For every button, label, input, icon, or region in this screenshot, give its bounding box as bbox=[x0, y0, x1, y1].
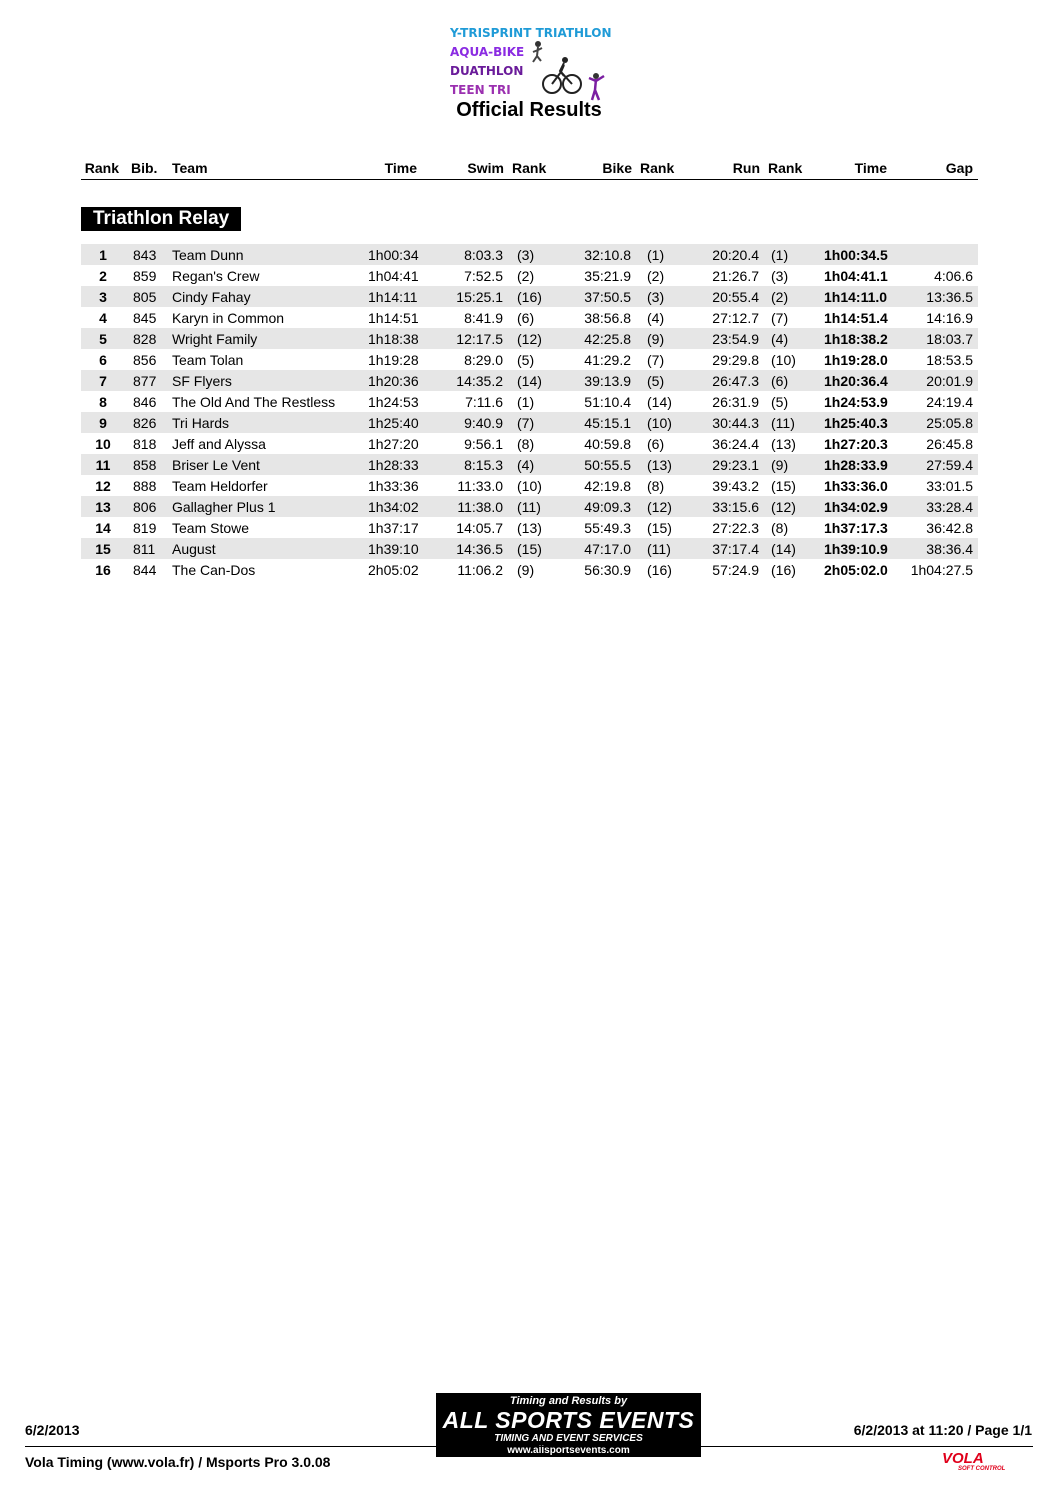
result-swim-rank: (5) bbox=[517, 352, 535, 368]
result-total-time: 1h28:33.9 bbox=[824, 457, 888, 473]
col-header-swim: Swim bbox=[467, 160, 504, 176]
result-run: 36:24.4 bbox=[712, 436, 759, 452]
logo-line-duathlon: DUATHLON bbox=[450, 64, 524, 78]
result-bike-rank: (11) bbox=[647, 541, 671, 557]
result-time: 1h39:10 bbox=[368, 541, 419, 557]
result-gap: 18:53.5 bbox=[926, 352, 973, 368]
result-swim: 12:17.5 bbox=[456, 331, 503, 347]
result-bib: 844 bbox=[133, 562, 157, 578]
sponsor-name: ALL SPORTS EVENTS bbox=[442, 1407, 695, 1433]
logo-line-teentri: TEEN TRI bbox=[450, 83, 511, 97]
result-rank: 3 bbox=[99, 289, 107, 305]
result-row bbox=[81, 517, 978, 538]
result-bib: 826 bbox=[133, 415, 157, 431]
result-run: 20:55.4 bbox=[712, 289, 759, 305]
result-bib: 811 bbox=[133, 541, 156, 557]
result-total-time: 1h14:11.0 bbox=[824, 289, 888, 305]
result-rank: 4 bbox=[99, 310, 107, 326]
result-run: 37:17.4 bbox=[712, 541, 759, 557]
result-team: August bbox=[172, 541, 216, 557]
result-swim: 9:56.1 bbox=[464, 436, 503, 452]
result-team: Briser Le Vent bbox=[172, 457, 260, 473]
result-bike: 47:17.0 bbox=[584, 541, 631, 557]
result-row bbox=[81, 244, 978, 265]
result-swim-rank: (10) bbox=[517, 478, 542, 494]
result-time: 1h25:40 bbox=[368, 415, 419, 431]
result-time: 1h33:36 bbox=[368, 478, 419, 494]
result-gap: 20:01.9 bbox=[926, 373, 973, 389]
result-bike: 51:10.4 bbox=[584, 394, 631, 410]
result-bib: 846 bbox=[133, 394, 157, 410]
result-total-time: 1h18:38.2 bbox=[824, 331, 888, 347]
logo-line-aquabike: AQUA-BIKE bbox=[450, 45, 525, 59]
result-total-time: 1h04:41.1 bbox=[824, 268, 888, 284]
result-run-rank: (6) bbox=[771, 373, 789, 389]
result-bike: 40:59.8 bbox=[584, 436, 631, 452]
result-row bbox=[81, 370, 978, 391]
result-gap: 25:05.8 bbox=[926, 415, 973, 431]
result-bib: 843 bbox=[133, 247, 157, 263]
result-bike: 49:09.3 bbox=[584, 499, 631, 515]
result-rank: 10 bbox=[95, 436, 111, 452]
result-run: 30:44.3 bbox=[712, 415, 759, 431]
result-rank: 7 bbox=[99, 373, 107, 389]
result-row bbox=[81, 538, 978, 559]
result-swim: 8:03.3 bbox=[464, 247, 503, 263]
result-time: 1h34:02 bbox=[368, 499, 419, 515]
result-swim-rank: (13) bbox=[517, 520, 542, 536]
header-divider bbox=[81, 179, 978, 180]
result-gap: 36:42.8 bbox=[926, 520, 973, 536]
result-swim-rank: (12) bbox=[517, 331, 542, 347]
result-bike: 38:56.8 bbox=[584, 310, 631, 326]
col-header-gap: Gap bbox=[945, 160, 973, 176]
result-time: 1h19:28 bbox=[368, 352, 419, 368]
result-time: 1h27:20 bbox=[368, 436, 419, 452]
col-header-run-rank: Rank bbox=[768, 160, 803, 176]
result-swim-rank: (8) bbox=[517, 436, 535, 452]
section-title: Triathlon Relay bbox=[81, 207, 241, 231]
result-run-rank: (8) bbox=[771, 520, 789, 536]
result-bike-rank: (5) bbox=[647, 373, 665, 389]
result-swim-rank: (1) bbox=[517, 394, 535, 410]
col-header-time: Time bbox=[384, 160, 417, 176]
vola-logo: VOLA bbox=[942, 1450, 984, 1467]
result-row bbox=[81, 349, 978, 370]
result-bike: 45:15.1 bbox=[584, 415, 631, 431]
result-swim-rank: (16) bbox=[517, 289, 542, 305]
result-gap bbox=[893, 247, 973, 263]
result-run-rank: (7) bbox=[771, 310, 789, 326]
result-run-rank: (12) bbox=[771, 499, 796, 515]
sponsor-tagline: TIMING AND EVENT SERVICES bbox=[494, 1433, 643, 1444]
result-row bbox=[81, 286, 978, 307]
result-bike-rank: (10) bbox=[647, 415, 672, 431]
result-bike: 42:25.8 bbox=[584, 331, 631, 347]
result-time: 1h20:36 bbox=[368, 373, 419, 389]
result-swim: 11:38.0 bbox=[457, 499, 503, 515]
result-bib: 819 bbox=[133, 520, 157, 536]
result-total-time: 1h27:20.3 bbox=[824, 436, 888, 452]
result-run-rank: (11) bbox=[771, 415, 795, 431]
footer-date: 6/2/2013 bbox=[25, 1422, 80, 1438]
result-bike-rank: (7) bbox=[647, 352, 665, 368]
result-bib: 856 bbox=[133, 352, 157, 368]
result-swim: 8:29.0 bbox=[464, 352, 503, 368]
footer-divider bbox=[25, 1446, 1033, 1447]
result-total-time: 1h33:36.0 bbox=[824, 478, 888, 494]
result-bike-rank: (13) bbox=[647, 457, 672, 473]
result-swim-rank: (6) bbox=[517, 310, 535, 326]
result-time: 1h18:38 bbox=[368, 331, 419, 347]
result-team: Team Dunn bbox=[172, 247, 244, 263]
result-gap: 18:03.7 bbox=[926, 331, 973, 347]
result-time: 1h00:34 bbox=[368, 247, 419, 263]
result-bike: 41:29.2 bbox=[584, 352, 631, 368]
result-total-time: 1h25:40.3 bbox=[824, 415, 888, 431]
result-run-rank: (15) bbox=[771, 478, 796, 494]
result-swim-rank: (3) bbox=[517, 247, 535, 263]
result-bike-rank: (2) bbox=[647, 268, 665, 284]
result-team: The Can-Dos bbox=[172, 562, 256, 578]
result-total-time: 1h37:17.3 bbox=[824, 520, 888, 536]
result-bike: 32:10.8 bbox=[584, 247, 631, 263]
results-table bbox=[81, 244, 978, 580]
result-team: Team Heldorfer bbox=[172, 478, 268, 494]
result-run: 26:47.3 bbox=[712, 373, 759, 389]
result-team: Regan's Crew bbox=[172, 268, 260, 284]
result-bike-rank: (12) bbox=[647, 499, 672, 515]
result-run: 23:54.9 bbox=[712, 331, 759, 347]
result-swim: 11:33.0 bbox=[457, 478, 503, 494]
result-run: 33:15.6 bbox=[712, 499, 759, 515]
result-bike: 50:55.5 bbox=[584, 457, 631, 473]
result-run-rank: (13) bbox=[771, 436, 796, 452]
col-header-swim-rank: Rank bbox=[512, 160, 547, 176]
col-header-rank: Rank bbox=[84, 160, 119, 176]
page-title: Official Results bbox=[456, 99, 602, 121]
result-team: Gallagher Plus 1 bbox=[172, 499, 276, 515]
result-run-rank: (1) bbox=[771, 247, 789, 263]
result-time: 1h14:51 bbox=[368, 310, 419, 326]
result-total-time: 1h00:34.5 bbox=[824, 247, 888, 263]
result-run: 26:31.9 bbox=[712, 394, 759, 410]
result-gap: 26:45.8 bbox=[926, 436, 973, 452]
result-row bbox=[81, 265, 978, 286]
result-time: 1h14:11 bbox=[368, 289, 418, 305]
result-row bbox=[81, 454, 978, 475]
result-team: SF Flyers bbox=[172, 373, 232, 389]
result-bike-rank: (16) bbox=[647, 562, 672, 578]
col-header-bike: Bike bbox=[602, 160, 632, 176]
result-rank: 6 bbox=[99, 352, 107, 368]
result-swim: 8:41.9 bbox=[464, 310, 503, 326]
result-row bbox=[81, 433, 978, 454]
result-team: Team Stowe bbox=[172, 520, 250, 536]
result-swim-rank: (11) bbox=[517, 499, 541, 515]
result-time: 1h37:17 bbox=[368, 520, 419, 536]
footer-print-info: 6/2/2013 at 11:20 / Page 1/1 bbox=[853, 1422, 1032, 1438]
result-gap: 33:01.5 bbox=[926, 478, 973, 494]
result-swim: 14:05.7 bbox=[456, 520, 503, 536]
result-bike: 42:19.8 bbox=[584, 478, 631, 494]
result-swim: 9:40.9 bbox=[464, 415, 503, 431]
result-run-rank: (5) bbox=[771, 394, 789, 410]
result-rank: 2 bbox=[99, 268, 107, 284]
result-swim-rank: (4) bbox=[517, 457, 535, 473]
result-team: Jeff and Alyssa bbox=[172, 436, 266, 452]
result-swim-rank: (14) bbox=[517, 373, 542, 389]
result-swim: 14:35.2 bbox=[456, 373, 503, 389]
result-bib: 845 bbox=[133, 310, 157, 326]
result-bike: 56:30.9 bbox=[584, 562, 631, 578]
result-bike-rank: (14) bbox=[647, 394, 672, 410]
logo-line-triathlon: Y-TRISPRINT TRIATHLON bbox=[450, 26, 612, 40]
result-row bbox=[81, 496, 978, 517]
result-gap: 13:36.5 bbox=[926, 289, 973, 305]
footer-software: Vola Timing (www.vola.fr) / Msports Pro 3.0.08 bbox=[25, 1454, 331, 1470]
result-bike-rank: (15) bbox=[647, 520, 672, 536]
result-total-time: 1h39:10.9 bbox=[824, 541, 888, 557]
result-row bbox=[81, 559, 978, 580]
result-bib: 806 bbox=[133, 499, 157, 515]
result-row bbox=[81, 328, 978, 349]
result-bib: 859 bbox=[133, 268, 157, 284]
result-rank: 12 bbox=[95, 478, 111, 494]
result-team: Team Tolan bbox=[172, 352, 244, 368]
result-row bbox=[81, 475, 978, 496]
result-rank: 14 bbox=[95, 520, 111, 536]
result-swim: 15:25.1 bbox=[456, 289, 503, 305]
result-total-time: 1h14:51.4 bbox=[824, 310, 888, 326]
result-gap: 1h04:27.5 bbox=[910, 562, 973, 578]
result-run: 29:23.1 bbox=[712, 457, 759, 473]
col-header-total-time: Time bbox=[854, 160, 887, 176]
result-bib: 858 bbox=[133, 457, 157, 473]
result-swim-rank: (15) bbox=[517, 541, 542, 557]
result-swim-rank: (2) bbox=[517, 268, 535, 284]
result-bib: 888 bbox=[133, 478, 157, 494]
result-swim: 7:11.6 bbox=[465, 394, 503, 410]
result-bike: 39:13.9 bbox=[584, 373, 631, 389]
result-gap: 38:36.4 bbox=[926, 541, 973, 557]
col-header-team: Team bbox=[172, 160, 208, 176]
result-run: 27:22.3 bbox=[712, 520, 759, 536]
result-run: 20:20.4 bbox=[712, 247, 759, 263]
result-time: 1h04:41 bbox=[368, 268, 419, 284]
result-bike-rank: (3) bbox=[647, 289, 665, 305]
vola-logo-subtitle: SOFT CONTROL bbox=[958, 1466, 1006, 1472]
result-rank: 8 bbox=[99, 394, 107, 410]
sponsor-caption: Timing and Results by bbox=[509, 1395, 628, 1407]
result-total-time: 1h19:28.0 bbox=[824, 352, 888, 368]
result-row bbox=[81, 412, 978, 433]
result-swim-rank: (9) bbox=[517, 562, 535, 578]
result-gap: 4:06.6 bbox=[934, 268, 973, 284]
result-bib: 877 bbox=[133, 373, 157, 389]
result-total-time: 2h05:02.0 bbox=[824, 562, 888, 578]
result-bike: 35:21.9 bbox=[584, 268, 631, 284]
result-total-time: 1h34:02.9 bbox=[824, 499, 888, 515]
result-rank: 9 bbox=[99, 415, 107, 431]
result-swim: 11:06.2 bbox=[457, 562, 503, 578]
result-run-rank: (10) bbox=[771, 352, 796, 368]
result-row bbox=[81, 307, 978, 328]
result-time: 1h28:33 bbox=[368, 457, 419, 473]
result-gap: 14:16.9 bbox=[926, 310, 973, 326]
result-gap: 27:59.4 bbox=[926, 457, 973, 473]
result-run: 27:12.7 bbox=[712, 310, 759, 326]
result-rank: 1 bbox=[99, 247, 107, 263]
result-rank: 16 bbox=[95, 562, 111, 578]
result-rank: 13 bbox=[95, 499, 111, 515]
result-run: 29:29.8 bbox=[712, 352, 759, 368]
result-time: 2h05:02 bbox=[368, 562, 419, 578]
result-gap: 24:19.4 bbox=[926, 394, 973, 410]
result-run-rank: (3) bbox=[771, 268, 789, 284]
result-run-rank: (9) bbox=[771, 457, 789, 473]
result-team: Wright Family bbox=[172, 331, 258, 347]
result-bike-rank: (1) bbox=[647, 247, 665, 263]
result-run: 21:26.7 bbox=[712, 268, 759, 284]
result-team: The Old And The Restless bbox=[172, 394, 336, 410]
result-run-rank: (2) bbox=[771, 289, 789, 305]
result-run: 57:24.9 bbox=[712, 562, 759, 578]
result-run-rank: (16) bbox=[771, 562, 796, 578]
sponsor-logo bbox=[436, 1393, 701, 1457]
col-header-bib: Bib. bbox=[131, 160, 158, 176]
result-swim: 14:36.5 bbox=[456, 541, 503, 557]
result-swim-rank: (7) bbox=[517, 415, 535, 431]
result-team: Tri Hards bbox=[172, 415, 230, 431]
result-bike-rank: (9) bbox=[647, 331, 665, 347]
result-run-rank: (14) bbox=[771, 541, 796, 557]
result-rank: 5 bbox=[99, 331, 107, 347]
result-time: 1h24:53 bbox=[368, 394, 419, 410]
result-bib: 818 bbox=[133, 436, 157, 452]
result-team: Karyn in Common bbox=[172, 310, 285, 326]
result-bib: 805 bbox=[133, 289, 157, 305]
athletes-illustration bbox=[528, 38, 618, 108]
result-run-rank: (4) bbox=[771, 331, 789, 347]
result-bike-rank: (6) bbox=[647, 436, 665, 452]
result-rank: 11 bbox=[95, 457, 111, 473]
result-bike: 37:50.5 bbox=[584, 289, 631, 305]
result-row bbox=[81, 391, 978, 412]
result-run: 39:43.2 bbox=[712, 478, 759, 494]
result-gap: 33:28.4 bbox=[926, 499, 973, 515]
result-bike-rank: (4) bbox=[647, 310, 665, 326]
result-rank: 15 bbox=[95, 541, 111, 557]
result-bike-rank: (8) bbox=[647, 478, 665, 494]
result-bib: 828 bbox=[133, 331, 157, 347]
sponsor-url: www.allsportsevents.com bbox=[507, 1445, 630, 1456]
result-bike: 55:49.3 bbox=[584, 520, 631, 536]
result-team: Cindy Fahay bbox=[172, 289, 251, 305]
result-swim: 7:52.5 bbox=[464, 268, 503, 284]
col-header-run: Run bbox=[732, 160, 760, 176]
result-total-time: 1h20:36.4 bbox=[824, 373, 888, 389]
result-total-time: 1h24:53.9 bbox=[824, 394, 888, 410]
col-header-bike-rank: Rank bbox=[640, 160, 675, 176]
result-swim: 8:15.3 bbox=[464, 457, 503, 473]
